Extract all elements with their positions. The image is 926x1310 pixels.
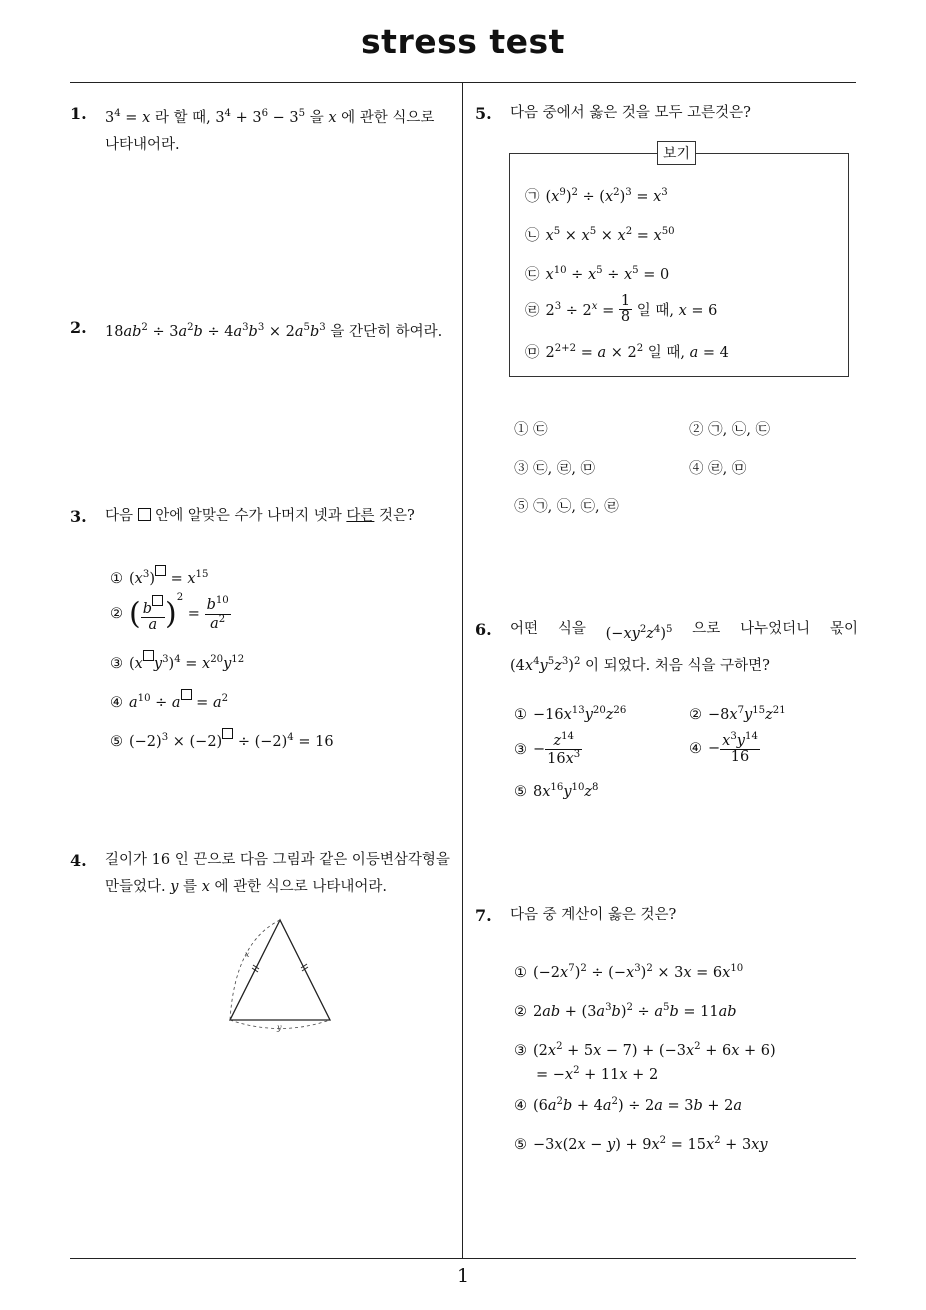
top-divider <box>70 82 856 83</box>
question-6-option-4[interactable]: ④ − $\frac{x^3y^{14}}{16}$ <box>689 731 758 766</box>
question-3-number: 3. <box>70 507 87 526</box>
question-5-option-1[interactable]: ① ㉢ <box>514 422 548 438</box>
question-6-option-3[interactable]: ③ − $\frac{z^{14}}{16x^3}$ <box>514 731 581 767</box>
question-7-option-5[interactable]: ⑤ $-3x(2x - y) + 9x^2 = 15x^2 + 3xy$ <box>514 1135 768 1153</box>
question-7-option-1[interactable]: ① $(-2x^7)^2 \div (-x^3)^2 \times 3x = 6x^{10}$ <box>514 963 744 981</box>
question-3-option-4[interactable]: ④ $a^{10} \div a = a^2$ <box>110 689 228 711</box>
question-6-option-5[interactable]: ⑤ $8x^{16}y^{10}z^8$ <box>514 782 599 800</box>
question-6-number: 6. <box>475 620 492 639</box>
column-divider <box>462 83 463 1259</box>
question-3-option-2[interactable]: ② ( $\frac{b}{a}$ )$^2$ = $\frac{b^{10}}{a^2}$ <box>110 592 229 633</box>
question-6-text <box>510 616 858 680</box>
bogi-item-3: ㉢ $x^{10} \div x^5 \div x^5 = 0$ <box>525 265 670 283</box>
question-3-option-5[interactable]: ⑤ $(-2)^3 \times (-2) \div (-2)^4 = 16$ <box>110 728 334 750</box>
question-7-number: 7. <box>475 906 492 925</box>
question-5-option-4[interactable]: ④ ㉣, ㉤ <box>689 461 747 477</box>
page-title: stress test <box>361 22 565 61</box>
isosceles-triangle-figure <box>225 912 340 1034</box>
blank-box-icon <box>138 508 151 521</box>
question-6-option-2[interactable]: ② $-8x^7y^{15}z^{21}$ <box>689 705 786 723</box>
question-6-option-1[interactable]: ① $-16x^{13}y^{20}z^{26}$ <box>514 705 627 723</box>
question-6-line1: 어떤 식을 $(-xy^2z^4)^5$ 으로 나누었더니 몫이 <box>510 621 858 642</box>
question-5-text: 다음 중에서 옳은 것을 모두 고른것은? <box>510 105 751 121</box>
question-7-option-2[interactable]: ② $2ab + (3a^3b)^2 \div a^5b = 11ab$ <box>514 1002 737 1020</box>
question-4-line2: 만들었다. y 를 x 에 관한 식으로 나타내어라. <box>105 879 387 895</box>
question-5-option-5[interactable]: ⑤ ㉠, ㉡, ㉢, ㉣ <box>514 499 619 515</box>
question-5-option-2[interactable]: ② ㉠, ㉡, ㉢ <box>689 422 771 438</box>
question-5-option-3[interactable]: ③ ㉢, ㉣, ㉤ <box>514 461 596 477</box>
bogi-item-5: ㉤ $2^{2+2} = a \times 2^2$ 일 때, a = 4 <box>525 343 729 361</box>
figure-label-y: y <box>277 1023 282 1032</box>
question-2-text: $18ab^2 \div 3a^2b \div 4a^3b^3 \times 2a^5b^3$ 을 간단히 하여라. <box>105 322 443 340</box>
question-3-option-1[interactable]: ① $(x^3) = x^{15}$ <box>110 565 208 587</box>
question-5-number: 5. <box>475 104 492 123</box>
question-3-text: 다음 안에 알맞은 수가 나머지 넷과 다른 것은? <box>105 508 415 524</box>
question-1-line1: $3^4 = x$ 라 할 때, $3^4 + 3^6 - 3^5$ 을 x 에 관한 식으로 <box>105 108 435 126</box>
figure-label-x: x <box>245 950 250 959</box>
bottom-divider <box>70 1258 856 1259</box>
question-2-number: 2. <box>70 318 87 337</box>
question-1-number: 1. <box>70 104 87 123</box>
question-1-line2: 나타내어라. <box>105 136 180 153</box>
question-1-text <box>105 100 434 159</box>
question-4-line1: 길이가 16 인 끈으로 다음 그림과 같은 이등변삼각형을 <box>105 852 450 868</box>
question-3-option-3[interactable]: ③ (x $y^3)^4 = x^{20}y^{12}$ <box>110 650 244 672</box>
question-7-option-4[interactable]: ④ $(6a^2b + 4a^2) \div 2a = 3b + 2a$ <box>514 1096 743 1114</box>
page-number: 1 <box>456 1265 470 1287</box>
question-4-text <box>105 847 450 901</box>
question-4-number: 4. <box>70 851 87 870</box>
question-7-option-3[interactable]: ③ $(2x^2 + 5x - 7) + (-3x^2 + 6x + 6)$ = $-x^2 + 11x + 2$ <box>514 1041 776 1083</box>
bogi-label: 보기 <box>657 141 696 165</box>
question-6-line2: $(4x^4y^5z^3)^2$ 이 되었다. 처음 식을 구하면? <box>510 655 770 674</box>
bogi-item-4: ㉣ $2^3 \div 2^x$ = $\frac{1}{8}$ 일 때, x = 6 <box>525 293 718 326</box>
bogi-item-1: ㉠ $(x^9)^2 \div (x^2)^3 = x^3$ <box>525 187 668 205</box>
question-7-text: 다음 중 계산이 옳은 것은? <box>510 907 677 923</box>
bogi-item-2: ㉡ $x^5 \times x^5 \times x^2 = x^{50}$ <box>525 226 675 244</box>
